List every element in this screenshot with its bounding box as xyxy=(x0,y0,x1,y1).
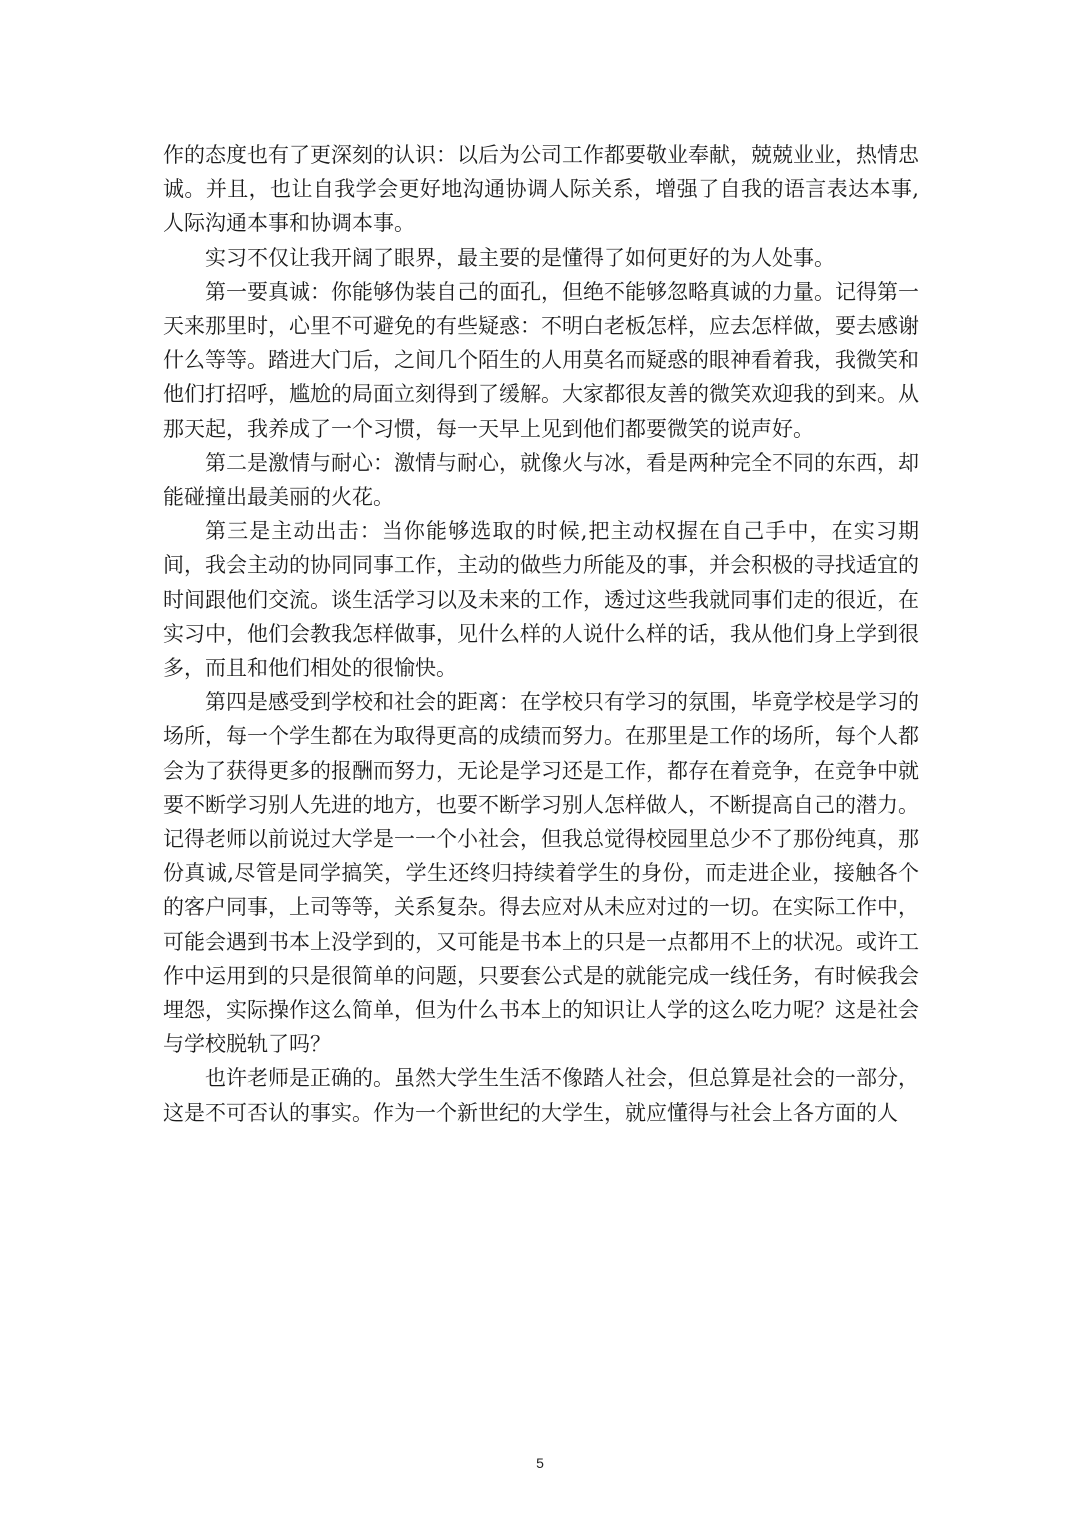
page-number: 5 xyxy=(536,1455,544,1471)
paragraph: 第三是主动出击：当你能够选取的时候,把主动权握在自己手中，在实习期间，我会主动的协同同事工作，主动的做些力所能及的事，并会积极的寻找适宜的时间跟他们交流。谈生活学习以及未来的工作，透过这些我就同事们走的很近，在实习中，他们会教我怎样做事，见什么样的人说什么样的话，我从他们身上学到很多，而且和他们相处的很愉快。 xyxy=(163,519,919,681)
body-text xyxy=(163,138,919,1130)
paragraph: 也许老师是正确的。虽然大学生生活不像踏人社会，但总算是社会的一部分，这是不可否认的事实。作为一个新世纪的大学生，就应懂得与社会上各方面的人 xyxy=(163,1066,919,1125)
paragraph: 第二是激情与耐心：激情与耐心，就像火与冰，看是两种完全不同的东西，却能碰撞出最美丽的火花。 xyxy=(163,450,919,510)
paragraph: 第四是感受到学校和社会的距离：在学校只有学习的氛围，毕竟学校是学习的场所，每一个学生都在为取得更高的成绩而努力。在那里是工作的场所，每个人都会为了获得更多的报酬而努力，无论是学习还是工作，都存在着竞争，在竞争中就要不断学习别人先进的地方，也要不断学习别人怎样做人，不断提高自己的潜力。记得老师以前说过大学是一一个小社会，但我总觉得校园里总少不了那份纯真，那份真诚,尽管是同学搞笑，学生还终归持续着学生的身份，而走进企业，接触各个的客户同事，上司等等，关系复杂。得去应对从未应对过的一切。在实际工作中，可能会遇到书本上没学到的，又可能是书本上的只是一点都用不上的状况。或许工作中运用到的只是很简单的问题，只要套公式是的就能完成一线任务，有时候我会埋怨，实际操作这么简单，但为什么书本上的知识让人学的这么吃力呢？这是社会与学校脱轨了吗？ xyxy=(163,690,919,1057)
paragraph: 作的态度也有了更深刻的认识：以后为公司工作都要敬业奉献，兢兢业业，热情忠诚。并且，也让自我学会更好地沟通协调人际关系，增强了自我的语言表达本事,人际沟通本事和协调本事。 xyxy=(163,143,919,236)
paragraph: 第一要真诚：你能够伪装自己的面孔，但绝不能够忽略真诚的力量。记得第一天来那里时，心里不可避免的有些疑惑：不明白老板怎样，应去怎样做，要去感谢什么等等。踏进大门后，之间几个陌生的人用莫名而疑惑的眼神看着我，我微笑和他们打招呼，尴尬的局面立刻得到了缓解。大家都很友善的微笑欢迎我的到来。从那天起，我养成了一个习惯，每一天早上见到他们都要微笑的说声好。 xyxy=(163,279,919,441)
paragraph: 实习不仅让我开阔了眼界，最主要的是懂得了如何更好的为人处事。 xyxy=(205,245,835,270)
